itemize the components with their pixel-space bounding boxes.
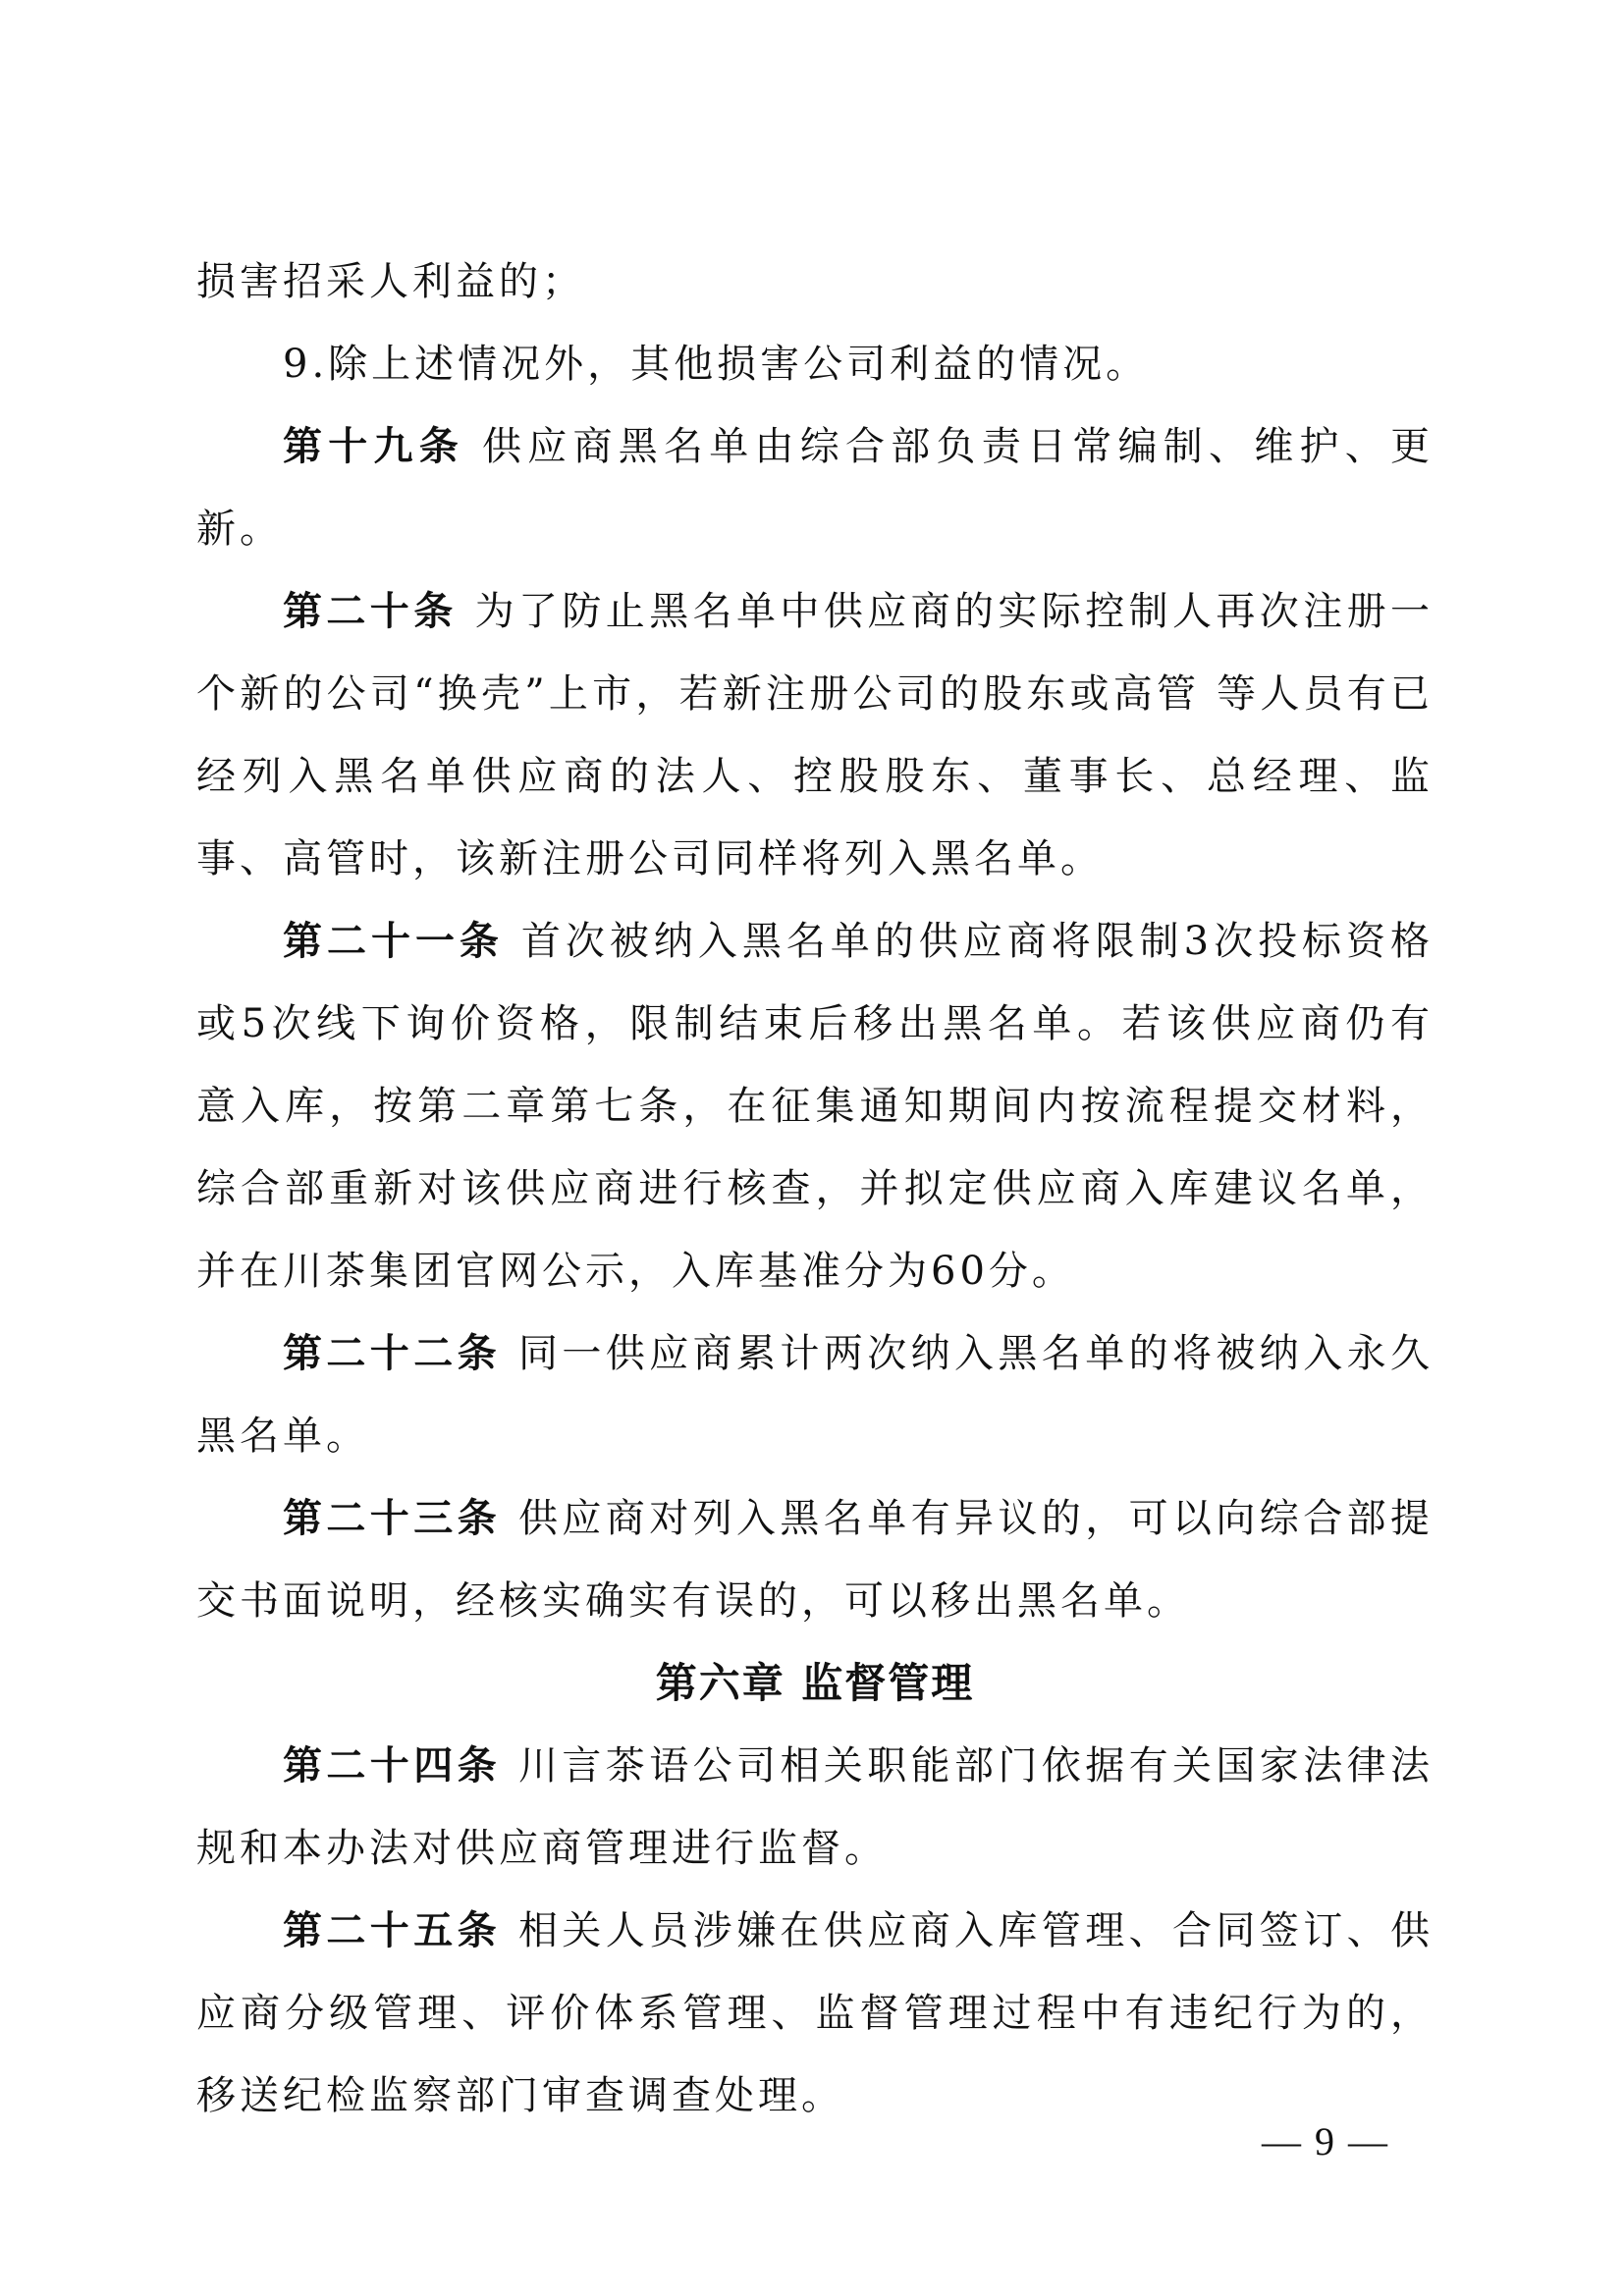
article-label: 第二十四条 xyxy=(283,1742,501,1789)
article-text: 川言茶语公司相关职能部门依据有关国家法律法规和本办法对供应商管理进行监督。 xyxy=(196,1743,1434,1871)
article-label: 第十九条 xyxy=(283,423,464,469)
article-25 xyxy=(196,1890,1434,2137)
article-label: 第二十三条 xyxy=(283,1495,501,1541)
article-label: 第二十二条 xyxy=(283,1330,501,1376)
article-text: 供应商黑名单由综合部负责日常编制、维护、更新。 xyxy=(196,424,1434,552)
page-number: — 9 — xyxy=(1262,2119,1389,2163)
article-label: 第二十五条 xyxy=(283,1907,501,1953)
paragraph-text: 损害招采人利益的； xyxy=(196,259,585,304)
chapter-heading: 第六章 监督管理 xyxy=(655,1659,975,1707)
paragraph-text: 9.除上述情况外，其他损害公司利益的情况。 xyxy=(283,342,1150,387)
article-text: 首次被纳入黑名单的供应商将限制3次投标资格或5次线下询价资格，限制结束后移出黑名单。若该供应商仍有意入库，按第二章第七条，在征集通知期间内按流程提交材料，综合部重新对该供应商进行核查，并拟定供应商入库建议名单，并在川茶集团官网公示，入库基准分为60分。 xyxy=(196,919,1435,1294)
article-24 xyxy=(196,1725,1434,1890)
article-20 xyxy=(196,570,1434,900)
article-text: 同一供应商累计两次纳入黑名单的将被纳入永久黑名单。 xyxy=(196,1331,1434,1459)
article-text: 为了防止黑名单中供应商的实际控制人再次注册一个新的公司“换壳”上市，若新注册公司的股东或高管 等人员有已经列入黑名单供应商的法人、控股股东、董事长、总经理、监事、高管时，该新注册公司同样将列入黑名单。 xyxy=(196,589,1435,881)
article-label: 第二十条 xyxy=(283,588,458,634)
article-text: 供应商对列入黑名单有异议的，可以向综合部提交书面说明，经核实确实有误的，可以移出黑名单。 xyxy=(196,1496,1434,1624)
article-label: 第二十一条 xyxy=(283,918,504,964)
article-21 xyxy=(196,900,1434,1312)
document-body xyxy=(196,240,1434,2137)
article-22 xyxy=(196,1312,1434,1477)
article-text: 相关人员涉嫌在供应商入库管理、合同签订、供应商分级管理、评价体系管理、监督管理过程中有违纪行为的，移送纪检监察部门审查调查处理。 xyxy=(196,1908,1434,2118)
paragraph-continuation xyxy=(196,240,1434,323)
paragraph-item-9 xyxy=(196,323,1434,405)
article-23 xyxy=(196,1477,1434,1642)
article-19 xyxy=(196,405,1434,570)
